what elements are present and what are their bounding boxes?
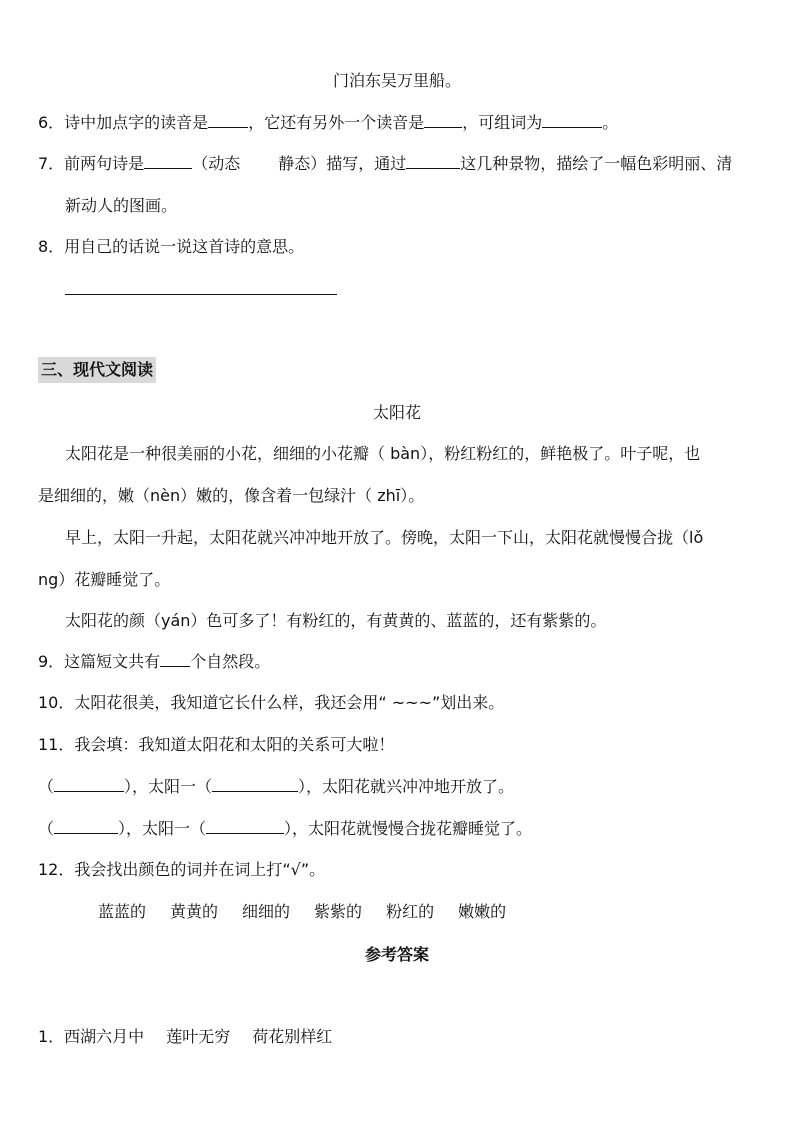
q11-row-1: （ ），太阳一（ ），太阳花就兴冲冲地开放了。 xyxy=(38,777,515,796)
q11-row1-blank-1[interactable] xyxy=(54,777,124,792)
q11-row2-blank-2[interactable] xyxy=(206,819,284,834)
question-12: 12．我会找出颜色的词并在词上打“√”。 xyxy=(38,860,326,879)
answer-1: 1．西湖六月中 莲叶无穷 荷花别样红 xyxy=(38,1027,333,1046)
q12-word-options xyxy=(98,901,530,923)
section-heading-modern-reading: 三、现代文阅读 xyxy=(38,357,156,383)
passage-p2-line1: 早上，太阳一升起，太阳花就兴冲冲地开放了。傍晚，太阳一下山，太阳花就慢慢合拢（lǒ xyxy=(65,528,704,547)
q7-blank-1[interactable] xyxy=(144,154,192,169)
color-word-option[interactable]: 蓝蓝的 xyxy=(98,902,147,921)
q8-answer-line[interactable] xyxy=(65,294,337,295)
question-9: 9．这篇短文共有 个自然段。 xyxy=(38,652,271,671)
q6-blank-2[interactable] xyxy=(424,113,462,128)
question-7: 7．前两句诗是 （动态 静态）描写，通过 这几种景物，描绘了一幅色彩明丽、清 xyxy=(38,154,733,173)
q11-row2-blank-1[interactable] xyxy=(54,819,118,834)
poem-last-line: 门泊东吴万里船。 xyxy=(332,71,461,90)
question-6: 6．诗中加点字的读音是 ，它还有另外一个读音是 ，可组词为 。 xyxy=(38,113,619,132)
answer-key-title: 参考答案 xyxy=(364,945,429,964)
question-10: 10．太阳花很美，我知道它长什么样，我还会用“ ~~~”划出来。 xyxy=(38,693,505,712)
color-word-option[interactable]: 紫紫的 xyxy=(314,902,363,921)
question-8: 8．用自己的话说一说这首诗的意思。 xyxy=(38,237,305,256)
passage-p3: 太阳花的颜（yán）色可多了！有粉红的，有黄黄的、蓝蓝的，还有紫紫的。 xyxy=(65,611,607,630)
passage-title: 太阳花 xyxy=(372,403,421,422)
question-11: 11．我会填：我知道太阳花和太阳的关系可大啦！ xyxy=(38,735,395,754)
passage-p1-line1: 太阳花是一种很美丽的小花，细细的小花瓣（ bàn），粉红粉红的，鲜艳极了。叶子呢，也 xyxy=(65,444,701,463)
color-word-option[interactable]: 黄黄的 xyxy=(170,902,219,921)
q11-row-2: （ ），太阳一（ ），太阳花就慢慢合拢花瓣睡觉了。 xyxy=(38,819,533,838)
color-word-option[interactable]: 粉红的 xyxy=(386,902,435,921)
color-word-option[interactable]: 嫩嫩的 xyxy=(458,902,507,921)
q9-blank[interactable] xyxy=(160,652,190,667)
color-word-option[interactable]: 细细的 xyxy=(242,902,291,921)
passage-p1-line2: 是细细的，嫩（nèn）嫩的，像含着一包绿汁（ zhī）。 xyxy=(38,486,425,505)
passage-p2-line2: ng）花瓣睡觉了。 xyxy=(38,570,171,589)
q11-row1-blank-2[interactable] xyxy=(212,777,298,792)
q6-blank-1[interactable] xyxy=(208,113,248,128)
q6-blank-3[interactable] xyxy=(542,113,602,128)
question-7-continued: 新动人的图画。 xyxy=(65,196,178,215)
q7-blank-2[interactable] xyxy=(406,154,460,169)
